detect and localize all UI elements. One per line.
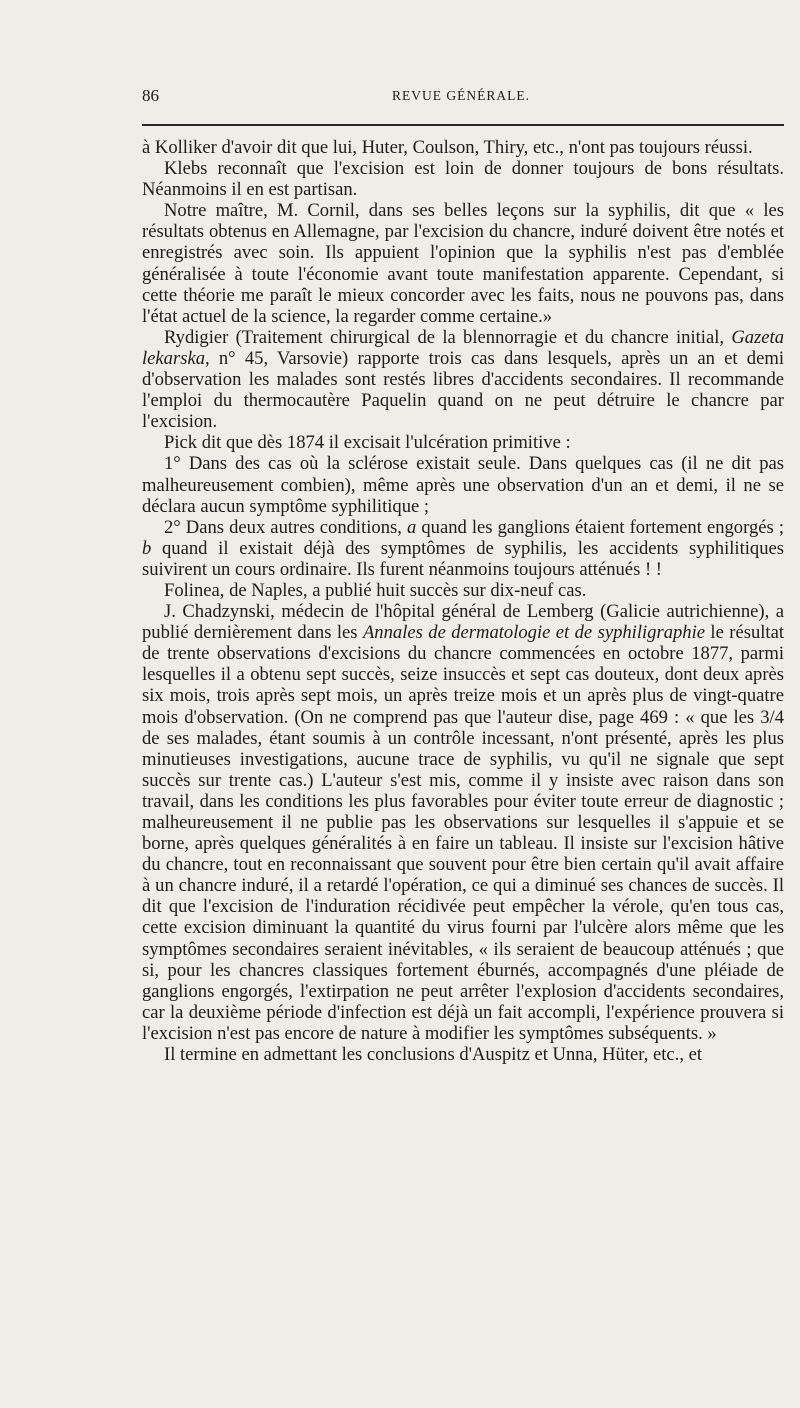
- italic-text: a: [406, 516, 417, 538]
- text-run: J. Chadzynski, médecin de l'hôpital général de Lemberg (Galicie autrichienne), a publié dernièrement dans les: [142, 601, 784, 644]
- running-title: REVUE GÉNÉRALE.: [392, 88, 530, 103]
- paragraph-p9: [142, 601, 784, 1044]
- italic-text: Annales de dermatologie et de syphiligraphie: [362, 622, 706, 644]
- paragraph-p5: [142, 432, 784, 453]
- paragraph-p7: [142, 517, 784, 580]
- italic-text: b: [142, 537, 152, 559]
- text-run: 1° Dans des cas où la sclérose existait seule. Dans quelques cas (il ne dit pas malheureusement combien), même après une observation d'un an et demi, il ne se déclara aucun symptôme syphilitique ;: [142, 453, 784, 517]
- text-run: , n° 45, Varsovie) rapporte trois cas dans lesquels, après un an et demi d'observation les malades sont restés libres d'accidents secondaires. Il recommande l'emploi du thermocautère Paquelin quand on ne peut détruire le chancre par l'excision.: [142, 347, 784, 433]
- text-run: Notre maître, M. Cornil, dans ses belles leçons sur la syphilis, dit que « les résultats obtenus en Allemagne, par l'excision du chancre, induré doivent être notés et enregistrés avec soin. Ils appuient l'opinion que la syphilis n'est pas d'emblée généralisée à toute l'économie avant toute manifestation apparente. Cependant, si cette théorie me paraît le mieux concorder avec les faits, nous ne pouvons pas, dans l'état actuel de la science, la regarder comme certaine.»: [142, 200, 784, 327]
- page-header: [142, 86, 780, 110]
- text-run: Folinea, de Naples, a publié huit succès sur dix-neuf cas.: [164, 579, 587, 601]
- text-run: 2° Dans deux autres conditions,: [164, 516, 407, 538]
- text-run: Il termine en admettant les conclusions d'Auspitz et Unna, Hüter, etc., et: [164, 1044, 703, 1066]
- paragraph-p6: [142, 453, 784, 516]
- paragraph-p2: [142, 158, 784, 200]
- paragraph-p8: [142, 580, 784, 601]
- text-run: Rydigier (Traitement chirurgical de la blennorragie et du chancre initial,: [164, 326, 732, 348]
- article-body: [142, 137, 784, 1065]
- text-run: à Kolliker d'avoir dit que lui, Huter, Coulson, Thiry, etc., n'ont pas toujours réussi.: [142, 137, 753, 158]
- page-number: 86: [142, 86, 159, 105]
- paragraph-p3: [142, 200, 784, 327]
- paragraph-p10: [142, 1044, 784, 1065]
- text-run: le résultat de trente observations d'excisions du chancre commencées en octobre 1877, parmi lesquelles il a obtenu sept succès, seize insuccès et sept cas douteux, dont deux après six mois, trois après sept mois, un après treize mois et un après plus de vingt-quatre mois d'observation. (On ne comprend pas que l'auteur dise, page 469 : « que les 3/4 de ses malades, étant soumis à un contrôle incessant, n'ont présenté, après les plus minutieuses investigations, aucune trace de syphilis, vu qu'il ne signale que sept succès sur trente cas.) L'auteur s'est mis, comme il y insiste avec raison dans son travail, dans les conditions les plus favorables pour éviter toute erreur de diagnostic ; malheureusement il ne publie pas les observations sur lesquelles il s'appuie et se borne, après quelques généralités à en faire un tableau. Il insiste sur l'excision hâtive du chancre, tout en reconnaissant que souvent pour être bien certain qu'il avait affaire à un chancre induré, il a retardé l'opération, ce qui a diminué ses chances de succès. Il dit que l'excision de l'induration récidivée peut empêcher la vérole, qu'en tous cas, cette excision diminuant la quantité du virus fourni par l'ulcère alors même que les symptômes secondaires seraient inévitables, « ils seraient de beaucoup atténués ; que si, pour les chancres classiques fortement éburnés, accompagnés d'une pléiade de ganglions engorgés, l'extirpation ne peut arrêter l'explosion d'accidents secondaires, car la deuxième période d'infection est déjà un fait accompli, l'expérience prouvera si l'excision n'est pas encore de nature à modifier les symptômes subséquents. »: [142, 622, 784, 1044]
- paragraph-p1: [142, 137, 784, 158]
- text-run: Klebs reconnaît que l'excision est loin de donner toujours de bons résultats. Néanmoins il en est partisan.: [142, 158, 784, 201]
- text-run: quand les ganglions étaient fortement engorgés ;: [416, 516, 784, 538]
- paragraph-p4: [142, 327, 784, 432]
- text-run: quand il existait déjà des symptômes de syphilis, les accidents syphilitiques suivirent un cours ordinaire. Ils furent néanmoins toujours atténués ! !: [142, 537, 784, 580]
- header-rule: [142, 124, 784, 126]
- text-run: Pick dit que dès 1874 il excisait l'ulcération primitive :: [164, 432, 571, 454]
- italic-text: Gazeta lekarska: [142, 326, 784, 369]
